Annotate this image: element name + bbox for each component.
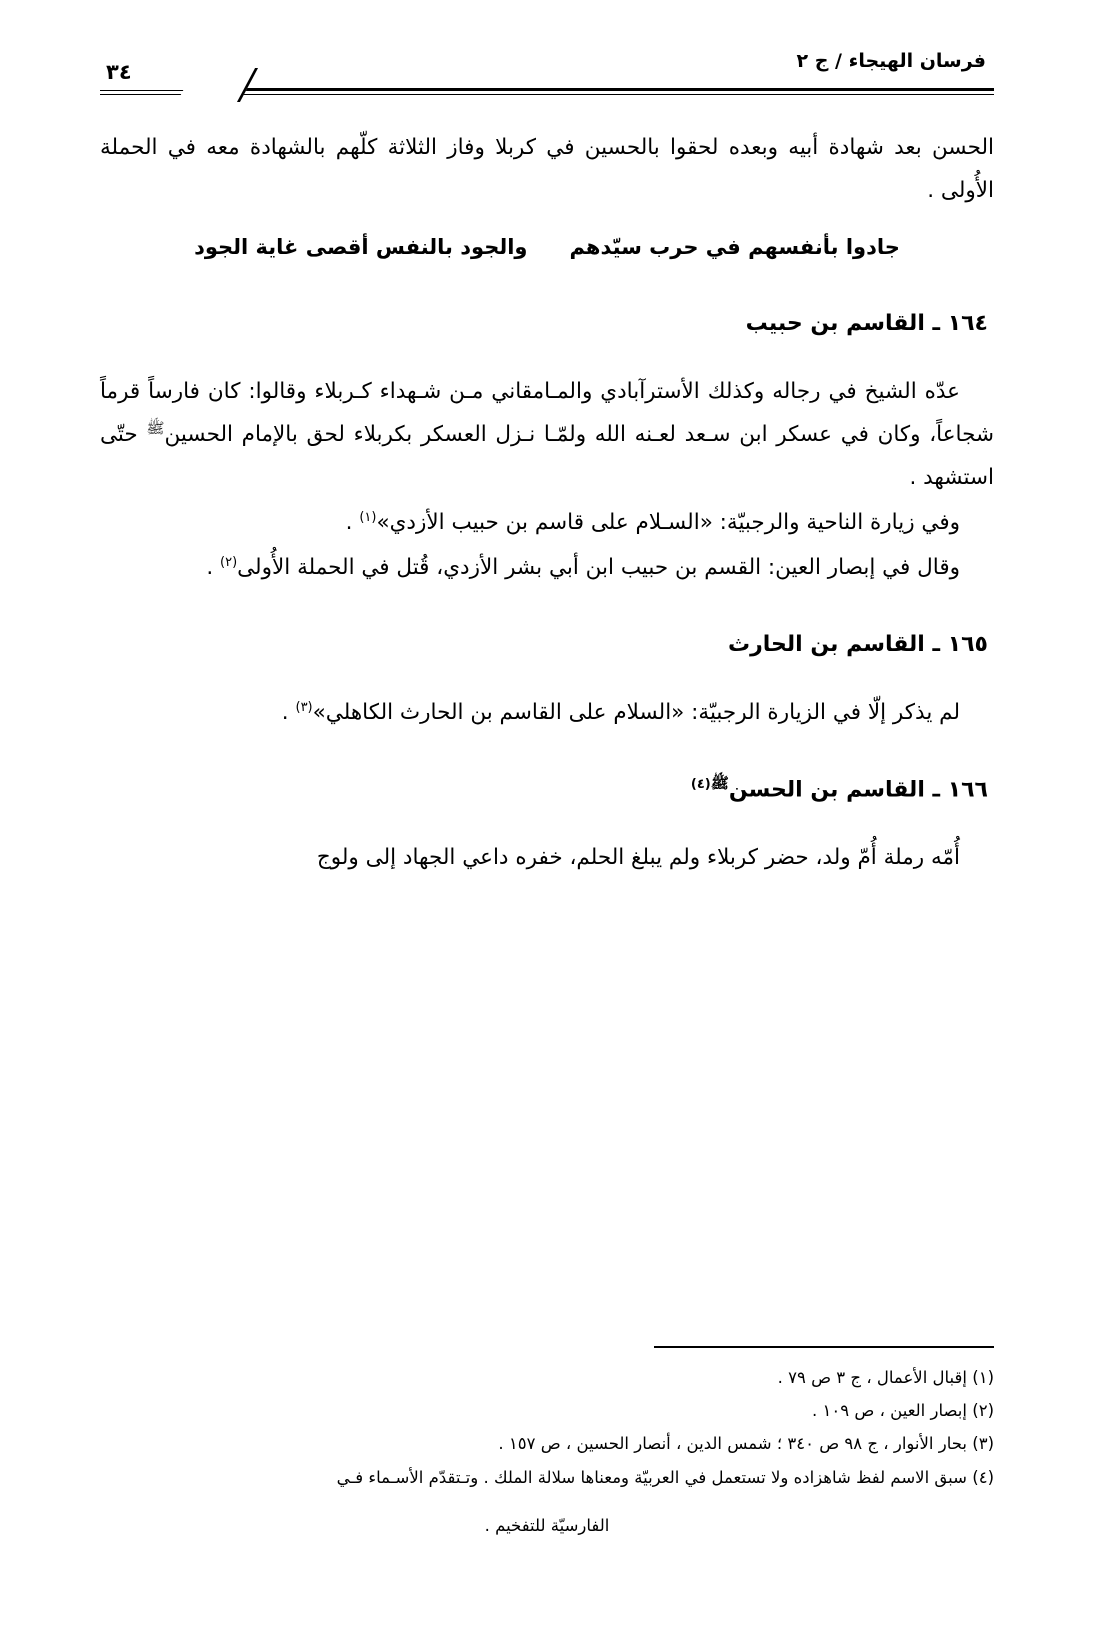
- footnote-2-marker: (٢): [972, 1401, 994, 1421]
- verse-hemistich-left: والجود بالنفس أقصى غاية الجود: [194, 235, 528, 259]
- footnote-ref-2[interactable]: (٢): [220, 555, 238, 570]
- page-body: [100, 126, 994, 879]
- paragraph-ziyara-text: وفي زيارة الناحية والرجبيّة: «السـلام على قاسم بن حبيب الأزدي»: [376, 510, 960, 536]
- footnote-item: [100, 1428, 994, 1460]
- footnote-4-text: سبق الاسم لفظ شاهزاده ولا تستعمل في العربيّة ومعناها سلالة الملك . وتـتقدّم الأسـماء فـي: [336, 1467, 967, 1487]
- paragraph-166-body: أُمّه رملة أُمّ ولد، حضر كربلاء ولم يبلغ الحلم، خفره داعي الجهاد إلى ولوج: [316, 845, 960, 871]
- paragraph-164-tail: حتّى استشهد .: [100, 422, 994, 491]
- header-rule: [100, 80, 994, 100]
- footnote-1: [100, 1362, 994, 1394]
- paragraph-165-text: لم يذكر إلّا في الزيارة الرجبيّة: «السلام على القاسم بن الحارث الكاهلي»: [312, 700, 960, 726]
- footnote-2: [100, 1395, 994, 1427]
- footnote-4-text-continued: الفارسيّة للتفخيم .: [484, 1516, 610, 1536]
- page-number: ٣٤: [106, 60, 132, 84]
- footnote-4: [100, 1462, 994, 1494]
- footnote-ref-4[interactable]: (٤): [690, 777, 711, 793]
- section-heading-164: ١٦٤ ـ القاسم بن حبيب: [745, 311, 988, 336]
- footnotes-section: [100, 1346, 994, 1559]
- footnote-2-text: إبصار العين ، ص ١٠٩ .: [812, 1401, 967, 1421]
- honorific-mark-icon: ﷺ: [710, 774, 729, 793]
- honorific-mark-icon: ﷺ: [146, 419, 165, 437]
- poetry-verse: [100, 226, 994, 268]
- section-heading-166-text: ١٦٦ ـ القاسم بن الحسن: [728, 777, 988, 803]
- paragraph-ibsar-tail: .: [206, 555, 214, 581]
- footnote-1-marker: (١): [972, 1368, 994, 1388]
- footnote-separator: [654, 1346, 994, 1348]
- paragraph-164-body: [100, 370, 994, 499]
- paragraph-ziyara-tail: .: [345, 510, 353, 536]
- section-heading-166: [100, 768, 994, 812]
- section-heading-165: ١٦٥ ـ القاسم بن الحارث: [728, 632, 988, 658]
- footnote-item: [100, 1462, 994, 1543]
- footnote-3-marker: (٣): [972, 1434, 994, 1454]
- verse-hemistich-right: جادوا بأنفسهم في حرب سيّدهم: [569, 235, 900, 259]
- book-title: فرسان الهيجاء / ج ٢: [796, 50, 986, 72]
- footnote-item: [100, 1395, 994, 1427]
- paragraph-ibsar: [100, 546, 994, 589]
- paragraph-continuation: الحسن بعد شهادة أبيه وبعده لحقوا بالحسين في كربلا وفاز الثلاثة كلّهم بالشهادة معه في الحملة الأُولى .: [100, 135, 994, 203]
- paragraph-165-body: [100, 691, 994, 734]
- footnote-3-text: بحار الأنوار ، ج ٩٨ ص ٣٤٠ ؛ شمس الدين ، أنصار الحسين ، ص ١٥٧ .: [498, 1434, 967, 1454]
- paragraph-165-tail: .: [281, 700, 289, 726]
- paragraph-ziyara: [100, 501, 994, 544]
- footnote-4-marker: (٤): [972, 1467, 994, 1487]
- footnote-item: [100, 1362, 994, 1394]
- paragraph-164-text: عدّه الشيخ في رجاله وكذلك الأسترآبادي والمـامقاني مـن شـهداء كـربلاء وقالوا: كان فارساً قرماً شجاعاً، وكان في عسكر ابن سـعد لعـنه الله ولمّـا نـزل العسكر بكربلاء لحق بالإمام الحسين: [100, 379, 994, 448]
- footnote-ref-3[interactable]: (٣): [295, 700, 313, 715]
- footnote-1-text: إقبال الأعمال ، ج ٣ ص ٧٩ .: [777, 1368, 967, 1388]
- page-header: [100, 40, 994, 100]
- footnote-ref-1[interactable]: (١): [359, 510, 377, 525]
- footnote-3: [100, 1428, 994, 1460]
- paragraph-ibsar-text: وقال في إبصار العين: القسم بن حبيب ابن أبي بشر الأزدي، قُتل في الحملة الأُولى: [237, 555, 960, 581]
